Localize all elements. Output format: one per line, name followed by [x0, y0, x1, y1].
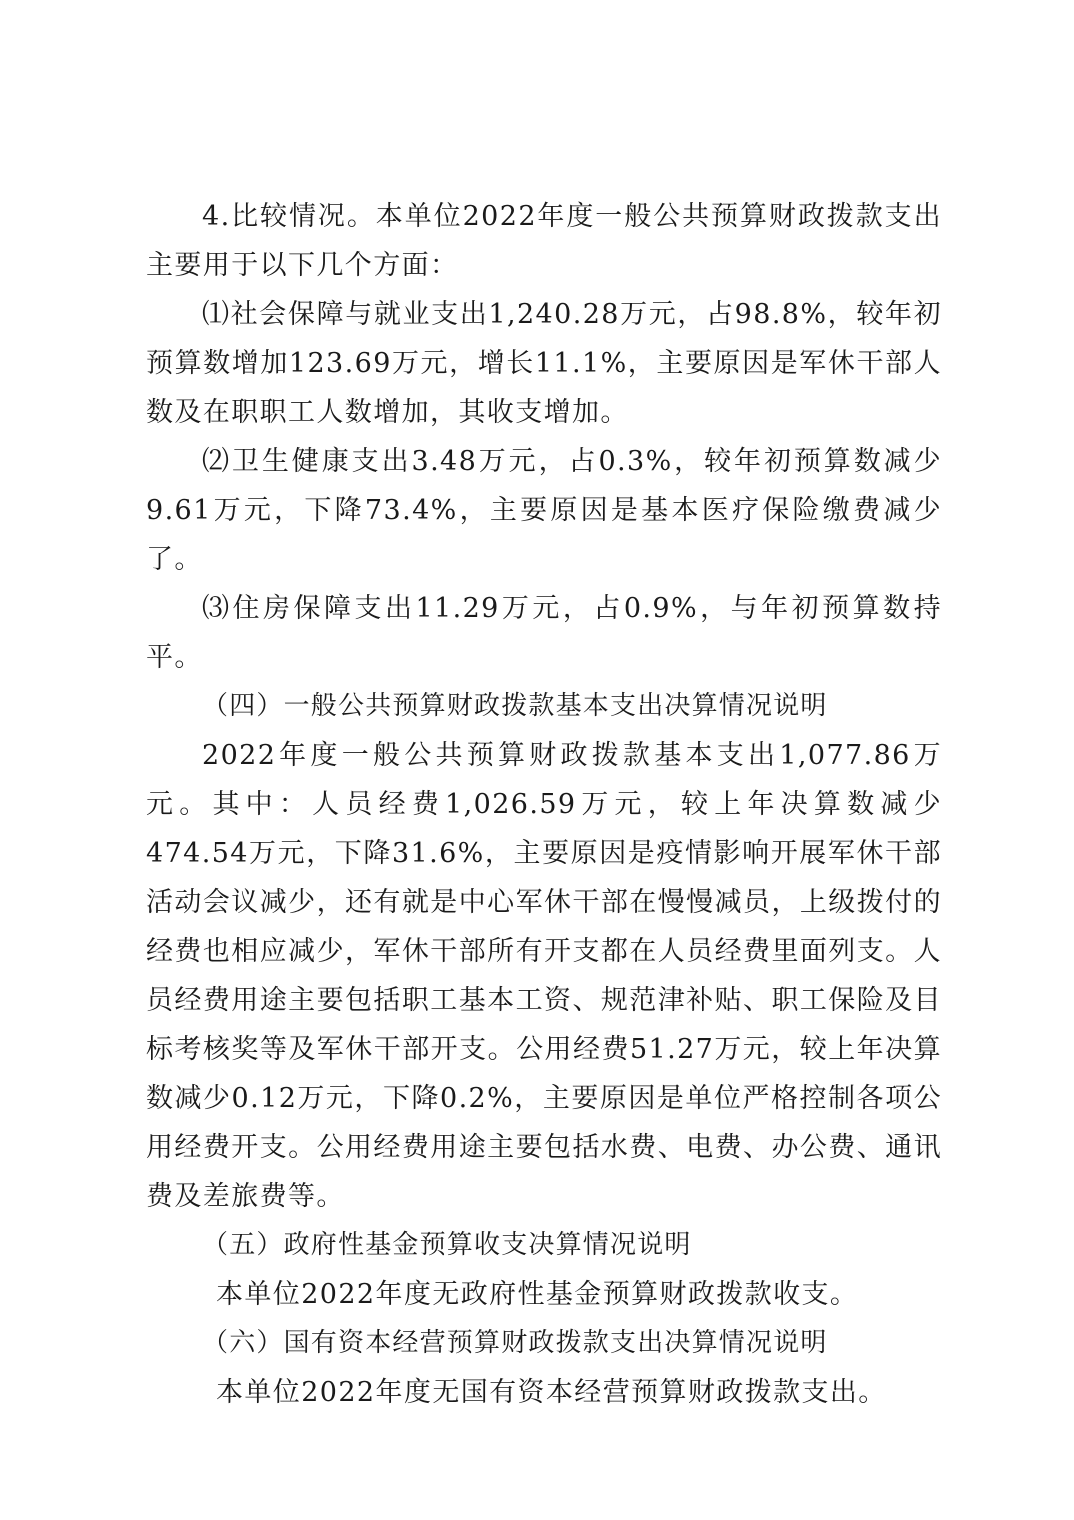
housing-paragraph: ⑶住房保障支出11.29万元，占0.9%，与年初预算数持平。: [146, 593, 942, 673]
government-fund-paragraph: 本单位2022年度无政府性基金预算财政拨款收支。: [216, 1279, 859, 1310]
comparison-intro-paragraph: 4.比较情况。本单位2022年度一般公共预算财政拨款支出主要用于以下几个方面：: [146, 201, 942, 281]
state-capital-paragraph: 本单位2022年度无国有资本经营预算财政拨款支出。: [216, 1377, 887, 1408]
section-heading-4: （四）一般公共预算财政拨款基本支出决算情况说明: [202, 691, 828, 721]
section-heading-6: （六）国有资本经营预算财政拨款支出决算情况说明: [202, 1328, 828, 1358]
document-page: [146, 192, 942, 1417]
social-security-paragraph: ⑴社会保障与就业支出1,240.28万元，占98.8%，较年初预算数增加123.69万元，增长11.1%，主要原因是军休干部人数及在职职工人数增加，其收支增加。: [146, 299, 942, 428]
section-heading-5: （五）政府性基金预算收支决算情况说明: [202, 1230, 692, 1260]
health-paragraph: ⑵卫生健康支出3.48万元，占0.3%，较年初预算数减少9.61万元，下降73.4%，主要原因是基本医疗保险缴费减少了。: [146, 446, 942, 575]
basic-expenditure-paragraph: 2022年度一般公共预算财政拨款基本支出1,077.86万元。其中：人员经费1,026.59万元，较上年决算数减少474.54万元，下降31.6%，主要原因是疫情影响开展军休干部活动会议减少，还有就是中心军休干部在慢慢减员，上级拨付的经费也相应减少，军休干部所有开支都在人员经费里面列支。人员经费用途主要包括职工基本工资、规范津补贴、职工保险及目标考核奖等及军休干部开支。公用经费51.27万元，较上年决算数减少0.12万元，下降0.2%，主要原因是单位严格控制各项公用经费开支。公用经费用途主要包括水费、电费、办公费、通讯费及差旅费等。: [146, 740, 942, 1212]
